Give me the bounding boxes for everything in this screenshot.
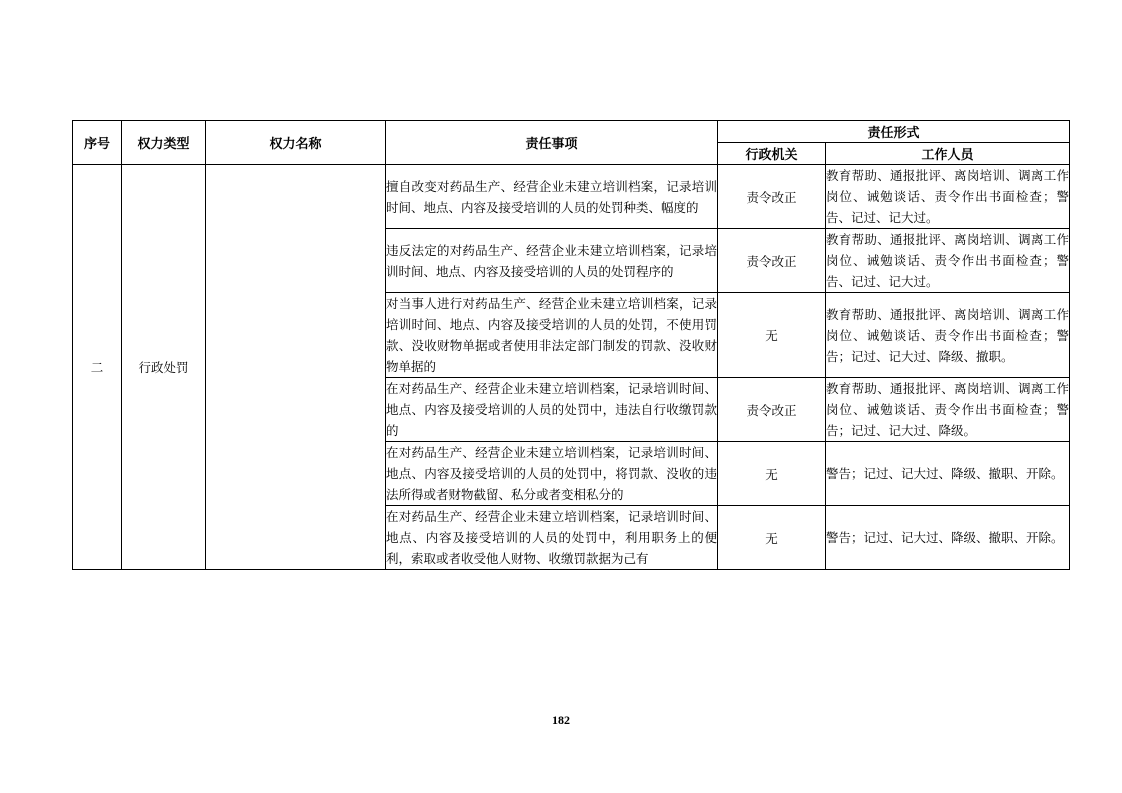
staff-form: 教育帮助、通报批评、离岗培训、调离工作岗位、诫勉谈话、责令作出书面检查；警告、记过、记大过。 — [826, 229, 1070, 293]
responsibility-item: 在对药品生产、经营企业未建立培训档案，记录培训时间、地点、内容及接受培训的人员的处罚中，利用职务上的便利，索取或者收受他人财物、收缴罚款据为己有 — [386, 506, 718, 570]
admin-form: 无 — [718, 506, 826, 570]
admin-form: 无 — [718, 442, 826, 506]
staff-form: 教育帮助、通报批评、离岗培训、调离工作岗位、诫勉谈话、责令作出书面检查；警告；记过、记大过、降级、撤职。 — [826, 293, 1070, 378]
header-responsibility: 责任事项 — [386, 121, 718, 165]
admin-form: 责令改正 — [718, 229, 826, 293]
admin-form: 责令改正 — [718, 165, 826, 229]
header-admin: 行政机关 — [718, 143, 826, 165]
staff-form: 警告；记过、记大过、降级、撤职、开除。 — [826, 506, 1070, 570]
header-row-1 — [73, 121, 1070, 143]
header-seq: 序号 — [73, 121, 122, 165]
staff-form: 警告；记过、记大过、降级、撤职、开除。 — [826, 442, 1070, 506]
responsibility-item: 在对药品生产、经营企业未建立培训档案，记录培训时间、地点、内容及接受培训的人员的处罚中，违法自行收缴罚款的 — [386, 378, 718, 442]
header-form: 责任形式 — [718, 121, 1070, 143]
header-power-type: 权力类型 — [122, 121, 206, 165]
responsibility-item: 在对药品生产、经营企业未建立培训档案，记录培训时间、地点、内容及接受培训的人员的处罚中，将罚款、没收的违法所得或者财物截留、私分或者变相私分的 — [386, 442, 718, 506]
header-staff: 工作人员 — [826, 143, 1070, 165]
responsibility-table — [72, 120, 1070, 570]
table-row — [73, 165, 1070, 229]
admin-form: 无 — [718, 293, 826, 378]
page-number: 182 — [552, 713, 570, 727]
admin-form: 责令改正 — [718, 378, 826, 442]
power-name-cell — [206, 165, 386, 570]
power-type-cell: 行政处罚 — [122, 165, 206, 570]
header-power-name: 权力名称 — [206, 121, 386, 165]
responsibility-item: 违反法定的对药品生产、经营企业未建立培训档案，记录培训时间、地点、内容及接受培训的人员的处罚程序的 — [386, 229, 718, 293]
seq-cell: 二 — [73, 165, 122, 570]
staff-form: 教育帮助、通报批评、离岗培训、调离工作岗位、诫勉谈话、责令作出书面检查；警告；记过、记大过、降级。 — [826, 378, 1070, 442]
responsibility-item: 擅自改变对药品生产、经营企业未建立培训档案，记录培训时间、地点、内容及接受培训的人员的处罚种类、幅度的 — [386, 165, 718, 229]
responsibility-item: 对当事人进行对药品生产、经营企业未建立培训档案，记录培训时间、地点、内容及接受培训的人员的处罚，不使用罚款、没收财物单据或者使用非法定部门制发的罚款、没收财物单据的 — [386, 293, 718, 378]
staff-form: 教育帮助、通报批评、离岗培训、调离工作岗位、诫勉谈话、责令作出书面检查；警告、记过、记大过。 — [826, 165, 1070, 229]
